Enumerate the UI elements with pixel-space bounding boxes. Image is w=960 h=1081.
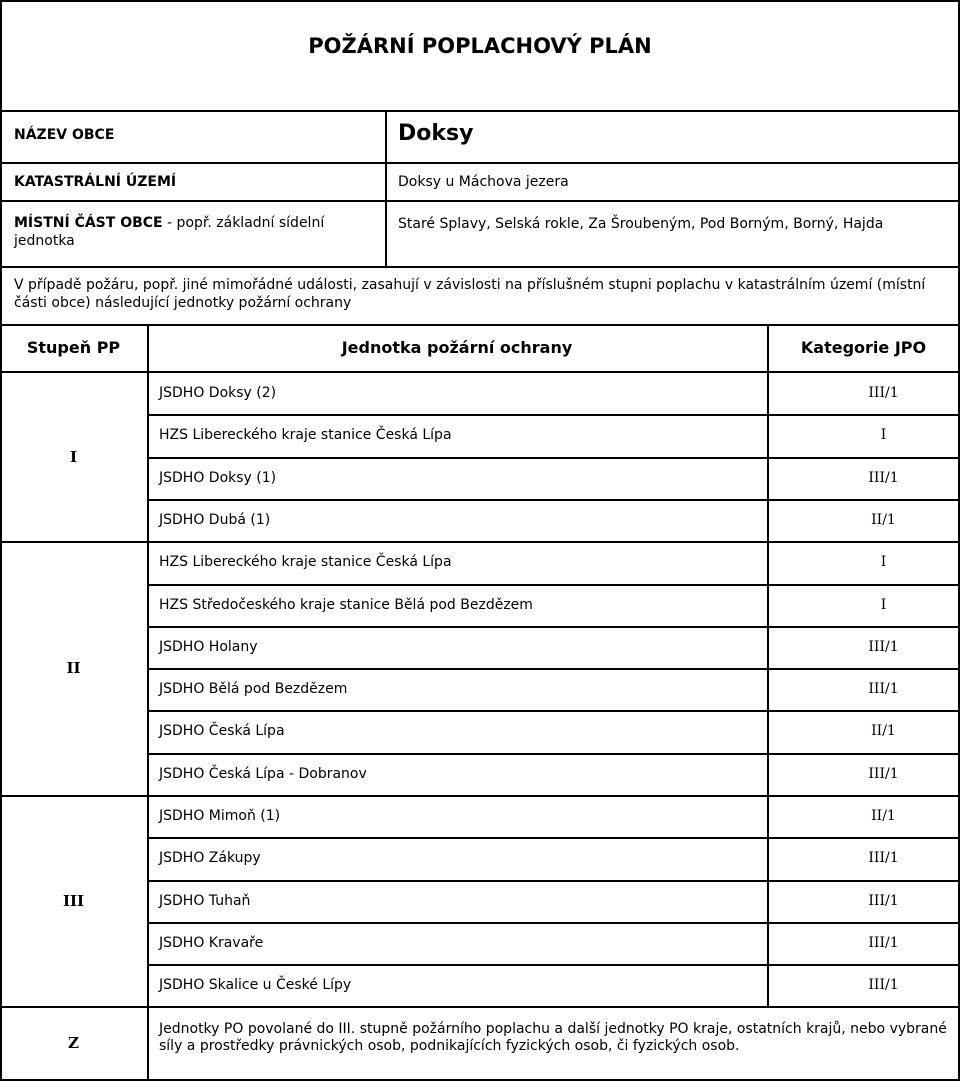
unit-category: III/1	[868, 469, 899, 486]
table-row-line	[147, 414, 960, 416]
unit-category: III/1	[868, 765, 899, 782]
group-line	[0, 795, 960, 797]
unit-category: III/1	[868, 892, 899, 909]
unit-category: I	[880, 554, 887, 571]
category-divider	[767, 373, 769, 542]
unit-name: JSDHO Kravaře	[159, 934, 264, 951]
unit-name: JSDHO Doksy (2)	[159, 385, 277, 401]
unit-category: II/1	[871, 511, 896, 528]
header-divider	[767, 324, 769, 373]
category-divider	[767, 542, 769, 796]
header-unit: Jednotka požární ochrany	[341, 338, 573, 357]
group-line	[0, 541, 960, 543]
unit-category: I	[880, 427, 887, 444]
table-row-line	[147, 668, 960, 670]
katastr-value: Doksy u Máchova jezera	[398, 174, 569, 190]
unit-category: II/1	[871, 723, 896, 740]
unit-name: JSDHO Skalice u České Lípy	[159, 977, 352, 994]
stage-label: I	[69, 448, 78, 466]
unit-name: HZS Libereckého kraje stanice Česká Lípa	[159, 427, 452, 444]
unit-name: JSDHO Česká Lípa - Dobranov	[159, 765, 367, 782]
intro-text: V případě požáru, popř. jiné mimořádné události, zasahují v závislosti na příslušném stupni poplachu v katastrálním území (místní části obce) následující jednotky požární ochrany	[14, 277, 926, 311]
table-row-line	[147, 457, 960, 459]
unit-category: III/1	[868, 638, 899, 655]
table-row-line	[147, 922, 960, 924]
header-category: Kategorie JPO	[800, 338, 927, 357]
table-row-line	[147, 837, 960, 839]
unit-category: III/1	[868, 681, 899, 698]
stage-divider	[147, 542, 149, 796]
unit-category: III/1	[868, 977, 899, 994]
info-row-divider	[0, 162, 960, 164]
table-row-line	[147, 753, 960, 755]
obec-label: NÁZEV OBCE	[14, 127, 115, 143]
table-row-line	[147, 880, 960, 882]
header-divider	[147, 324, 149, 373]
info-row-divider	[0, 200, 960, 202]
stage-label: III	[62, 892, 85, 910]
category-divider	[767, 796, 769, 1007]
cast-label-rest: - popř. základní sídelní jednotka	[14, 215, 325, 249]
table-row-line	[147, 964, 960, 966]
page-title: POŽÁRNÍ POPLACHOVÝ PLÁN	[0, 0, 960, 112]
unit-category: I	[880, 596, 887, 613]
unit-name: JSDHO Holany	[159, 638, 258, 655]
unit-name: JSDHO Tuhaň	[159, 892, 251, 909]
unit-name: JSDHO Dubá (1)	[159, 511, 271, 528]
unit-name: JSDHO Doksy (1)	[159, 469, 277, 486]
table-row-line	[147, 499, 960, 501]
unit-name: JSDHO Mimoň (1)	[159, 808, 281, 824]
unit-category: III/1	[868, 850, 899, 867]
stage-label: II	[66, 659, 81, 677]
table-row-line	[147, 584, 960, 586]
unit-category: II/1	[871, 808, 896, 824]
info-divider	[385, 110, 387, 268]
cast-value: Staré Splavy, Selská rokle, Za Šroubeným, Pod Borným, Borný, Hajda	[398, 216, 884, 232]
header-bottom-line	[0, 371, 960, 373]
unit-name: HZS Libereckého kraje stanice Česká Lípa	[159, 554, 452, 571]
unit-name: HZS Středočeského kraje stanice Bělá pod Bezdězem	[159, 596, 533, 613]
stage-divider	[147, 1007, 149, 1081]
stage-divider	[147, 796, 149, 1007]
cast-label-bold: MÍSTNÍ ČÁST OBCE	[14, 215, 163, 231]
stage-label: Z	[68, 1034, 79, 1052]
header-stage: Stupeň PP	[26, 338, 121, 357]
unit-category: III/1	[868, 385, 899, 401]
katastr-label: KATASTRÁLNÍ ÚZEMÍ	[14, 174, 177, 190]
obec-value: Doksy	[398, 121, 474, 146]
table-row-line	[147, 626, 960, 628]
z-row-text: Jednotky PO povolané do III. stupně požárního poplachu a další jednotky PO kraje, ostatních krajů, nebo vybrané síly a prostředky právnických osob, podnikajících fyzických osob, či fyzických osob.	[159, 1021, 947, 1054]
unit-name: JSDHO Bělá pod Bezdězem	[159, 681, 348, 698]
stage-divider	[147, 373, 149, 542]
unit-name: JSDHO Česká Lípa	[159, 723, 285, 740]
unit-category: III/1	[868, 934, 899, 951]
group-line	[0, 1006, 960, 1008]
table-row-line	[147, 710, 960, 712]
unit-name: JSDHO Zákupy	[159, 850, 261, 867]
cast-label	[14, 214, 374, 250]
